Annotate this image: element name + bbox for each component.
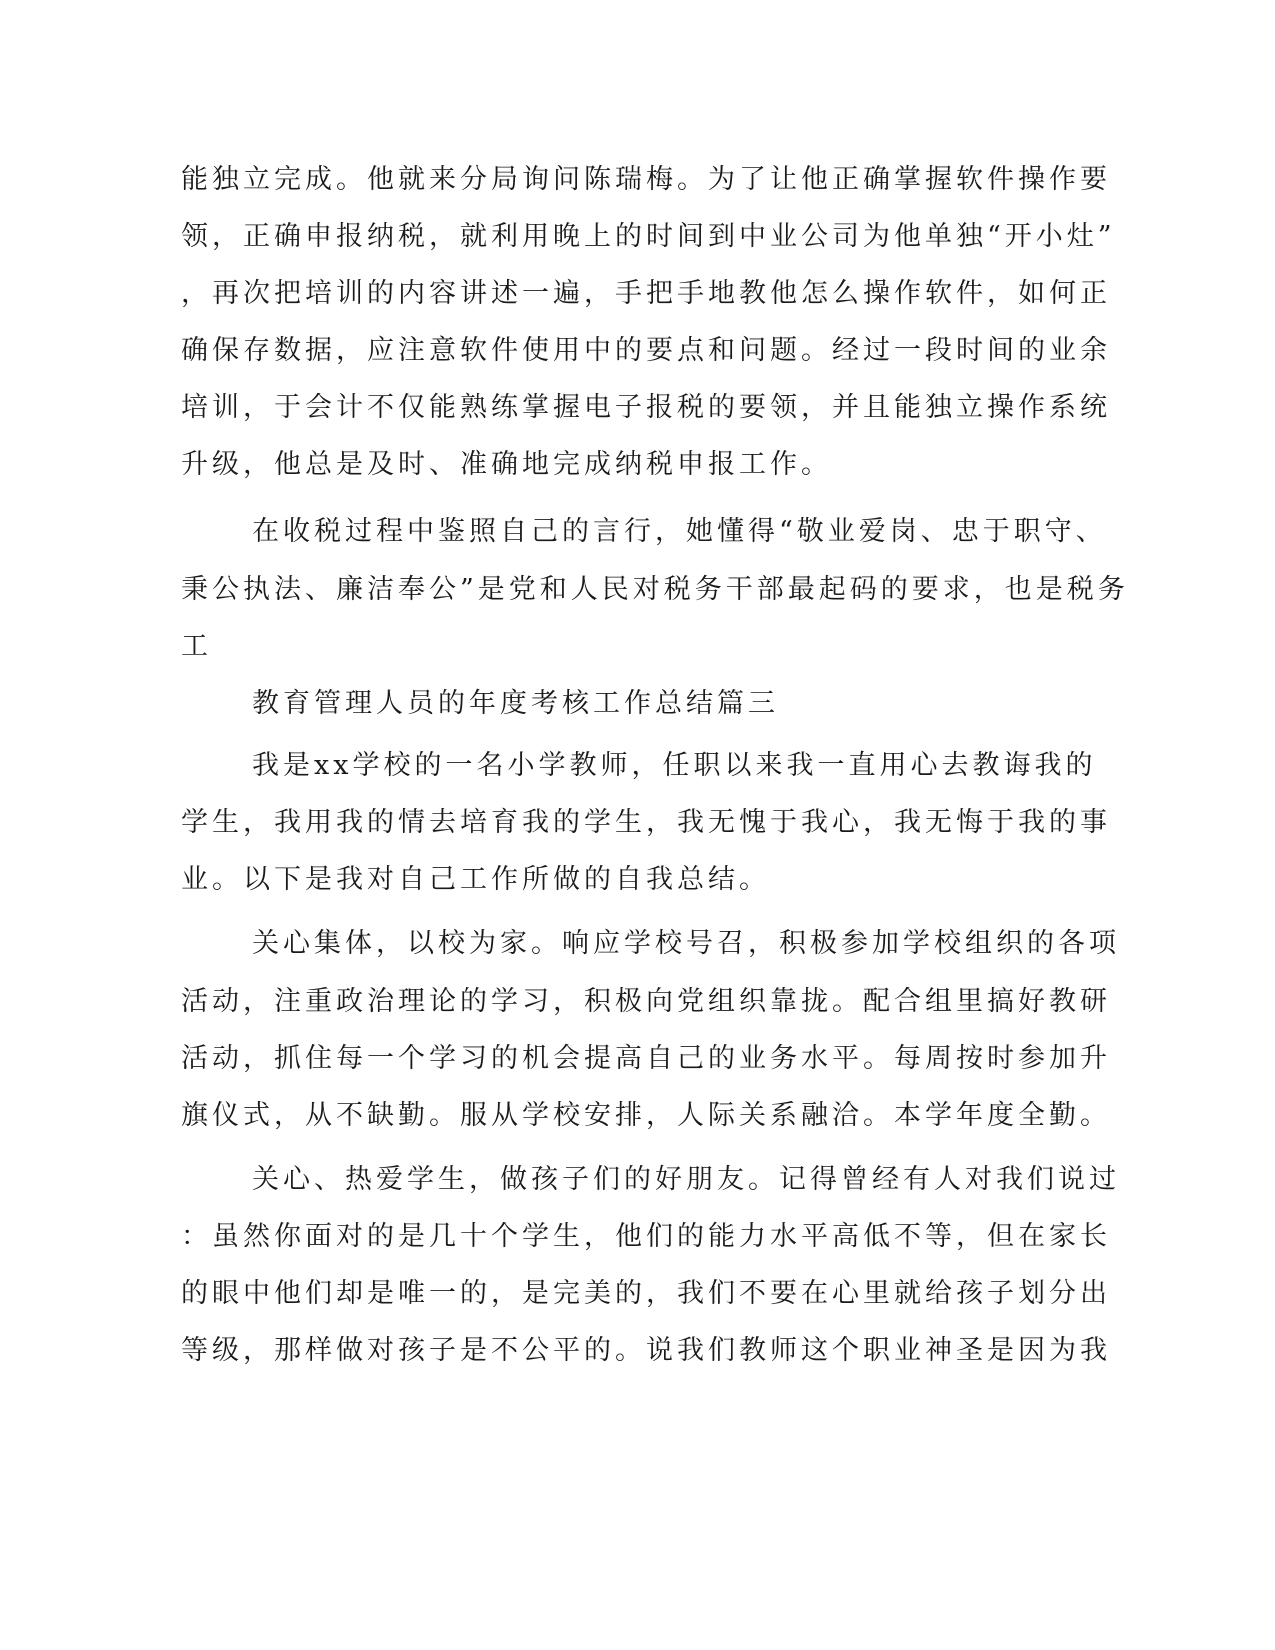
text-line: 学生，我用我的情去培育我的学生，我无愧于我心，我无悔于我的事 (181, 807, 1111, 838)
text-line: 能独立完成。他就来分局询问陈瑞梅。为了让他正确掌握软件操作要 (181, 164, 1111, 195)
text-line: 的眼中他们却是唯一的，是完美的，我们不要在心里就给孩子划分出 (181, 1278, 1111, 1309)
text-line: 升级，他总是及时、准确地完成纳税申报工作。 (181, 449, 832, 480)
text-line: 旗仪式，从不缺勤。服从学校安排，人际关系融洽。本学年度全勤。 (181, 1100, 1111, 1131)
text-line: 活动，抓住每一个学习的机会提高自己的业务水平。每周按时参加升 (181, 1043, 1111, 1074)
text-line: 工 (181, 631, 212, 662)
paragraph-first-line: 关心、热爱学生，做孩子们的好朋友。记得曾经有人对我们说过 (252, 1164, 1120, 1195)
text-line: 领，正确申报纳税，就利用晚上的时间到中业公司为他单独“开小灶” (181, 221, 1116, 252)
text-line: 秉公执法、廉洁奉公”是党和人民对税务干部最起码的要求，也是税务 (181, 574, 1129, 605)
section-heading: 教育管理人员的年度考核工作总结篇三 (252, 688, 779, 719)
paragraph-first-line: 在收税过程中鉴照自己的言行，她懂得“敬业爱岗、忠于职守、 (252, 516, 1107, 547)
paragraph-first-line: 关心集体，以校为家。响应学校号召，积极参加学校组织的各项 (252, 928, 1120, 959)
text-line: 等级，那样做对孩子是不公平的。说我们教师这个职业神圣是因为我 (181, 1335, 1111, 1366)
paragraph-first-line: 我是xx学校的一名小学教师，任职以来我一直用心去教诲我的 (252, 750, 1097, 781)
text-line: ，再次把培训的内容讲述一遍，手把手地教他怎么操作软件，如何正 (181, 278, 1111, 309)
text-line: ：虽然你面对的是几十个学生，他们的能力水平高低不等，但在家长 (181, 1221, 1111, 1252)
text-line: 活动，注重政治理论的学习，积极向党组织靠拢。配合组里搞好教研 (181, 986, 1111, 1017)
text-line: 确保存数据，应注意软件使用中的要点和问题。经过一段时间的业余 (181, 335, 1111, 366)
text-line: 培训，于会计不仅能熟练掌握电子报税的要领，并且能独立操作系统 (181, 392, 1111, 423)
text-line: 业。以下是我对自己工作所做的自我总结。 (181, 864, 770, 895)
